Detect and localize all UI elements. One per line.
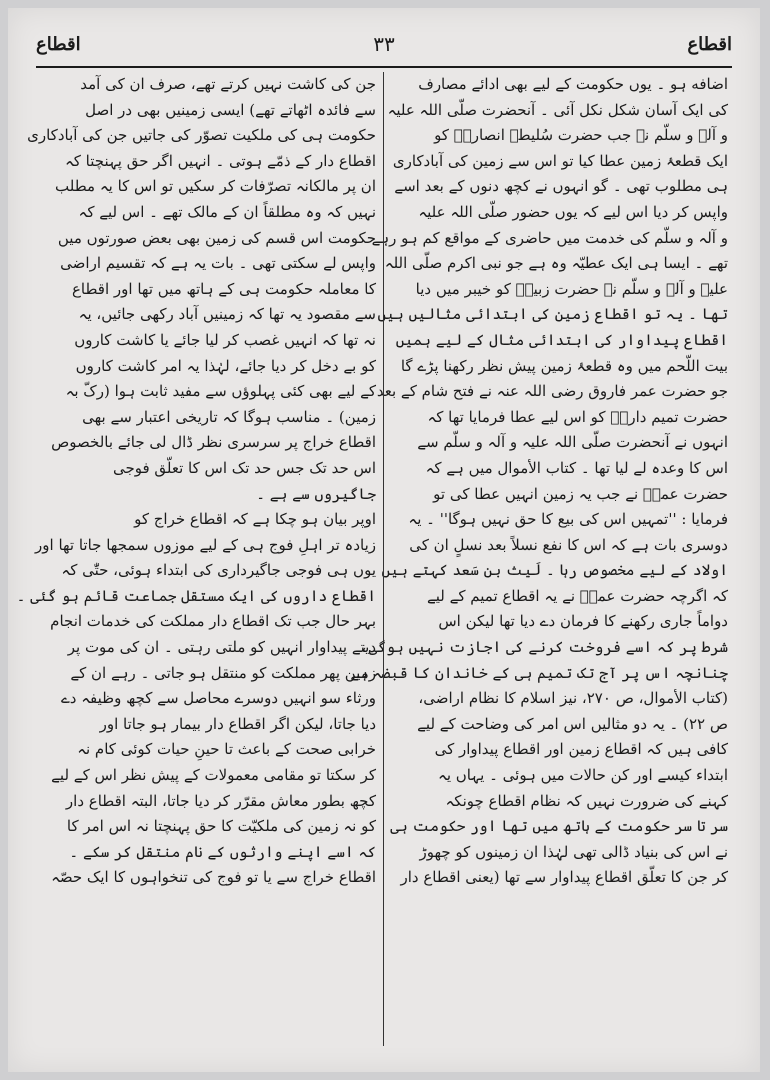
- text-line: زیادہ تر اہلِ فوج ہی کے لیے موزوں سمجھا جاتا تھا اور: [35, 535, 376, 554]
- text-line: زمین) ۔ مناسب ہوگا کہ تاریخی اعتبار سے بھی: [82, 407, 376, 426]
- text-line: کو نہ زمین کی ملکیّت کا حق پہنچتا نہ اس امر کا: [66, 817, 376, 836]
- text-line: کچھ بطور معاش مقرّر کر دیا جاتا، البتہ اقطاع دار: [65, 791, 376, 810]
- text-line: اقطاع پیداوار کی ابتدائی مثال کے لیے ہمیں: [395, 330, 728, 349]
- text-line: کہنے کی ضرورت نہیں کہ نظام اقطاع چونکہ: [445, 791, 728, 810]
- text-line: نہ تھا کہ انہیں غصب کر لیا جائے یا کاشت کاروں: [74, 330, 376, 349]
- text-line: اوپر بیان ہو چکا ہے کہ اقطاع خراج کو: [134, 510, 376, 529]
- text-line: کے لیے بھی کئی پہلوؤں سے مفید ثابت ہوا (رکّ بہ: [65, 382, 376, 401]
- text-line: حکومت ہی کی ملکیت تصوّر کی جاتیں جن کی آبادکاری: [27, 126, 376, 145]
- right-column: [350, 72, 728, 1046]
- text-line: دواماً جاری رکھنے کا فرمان دے دیا تھا لیکن اس: [438, 612, 728, 631]
- text-line: دوسری بات ہے کہ اس کا نفع نسلاً بعد نسلٍ ان کی: [409, 535, 728, 554]
- running-head-left: اقطاع: [36, 34, 81, 55]
- text-line: اولاد کے لیے مخصوص رہا ۔ لَیث بن سَعد کہتے ہیں: [381, 561, 728, 580]
- document-page: [8, 8, 760, 1072]
- text-line: جو حضرت عمر فاروق رضی اللہ عنہ نے فتح شام کے بعد: [376, 382, 728, 401]
- text-line: سر تا سر حکومت کے ہاتھ میں تھا اور حکومت ہی: [390, 817, 728, 836]
- text-line: چنانچہ اس پر آج تک تمیم ہی کے خاندان کا قبضہ ہے: [350, 663, 728, 682]
- text-line: نہیں کہ وہ مطلقاً ان کے مالک تھے ۔ اس لیے کہ: [78, 202, 376, 221]
- text-line: حضرت عمرؓ نے جب یہ زمین انہیں عطا کی تو: [433, 484, 728, 503]
- text-line: جن کی کاشت نہیں کرتے تھے، صرف ان کی آمد: [80, 75, 376, 93]
- text-line: حکومت اس قسم کی زمین بھی بعض صورتوں میں: [57, 228, 376, 247]
- text-line: کہ اگرچہ حضرت عمرؓ نے یہ اقطاع تمیم کے لیے: [426, 586, 728, 605]
- text-line: اقطاع خراج سے یا تو فوج کی تنخواہوں کا ایک حصّہ: [51, 868, 376, 887]
- left-column: [16, 72, 376, 1046]
- text-line: ان پر مالکانہ تصرّفات کر سکیں تو اس کا یہ مطلب: [55, 177, 376, 196]
- text-line: دیا جاتا، لیکن اگر اقطاع دار بیمار ہو جاتا اور: [99, 714, 376, 733]
- text-line: ایک قطعۂ زمین عطا کیا تو اس سے زمین کی آبادکاری: [392, 151, 728, 170]
- text-line: اقطاع دار کے ذمّے ہوتی ۔ انہیں اگر حق پہنچتا کہ: [64, 151, 376, 170]
- text-line: واپس لے سکتی تھی ۔ بات یہ ہے کہ تقسیم اراضی: [60, 254, 376, 273]
- text-line: اضافه ہو ۔ یوں حکومت کے لیے بھی ادائے مصارف: [418, 75, 728, 93]
- running-head-right: اقطاع: [687, 34, 732, 55]
- text-line: ورثاء سو انہیں دوسرے محاصل سے کچھ وظیفہ دے: [61, 689, 376, 708]
- text-line: سے مقصود یہ تھا کہ زمینیں آباد رکھی جائیں، یہ: [78, 305, 376, 324]
- text-line: بیت اللّحم میں وہ قطعۂ زمین پیش نظر رکھنا پڑے گا: [400, 356, 728, 375]
- text-line: فرمایا : ''تمہیں اس کی بیع کا حق نہیں ہوگا'' ۔ یہ: [408, 510, 728, 529]
- text-line: اس حد تک جس حد تک اس کا تعلّق فوجی: [112, 458, 376, 477]
- text-line: اس کا وعدہ لے لیا تھا ۔ کتاب الأموال میں ہے کہ: [425, 458, 728, 477]
- page-number: ٣٣: [373, 32, 395, 56]
- text-line: کہ اسے اپنے وارثوں کے نام منتقل کر سکے ۔: [69, 842, 376, 861]
- text-line: ہی مطلوب تھی ۔ گو انہوں نے کچھ دنوں کے بعد اسے: [394, 177, 728, 196]
- text-line: واپس کر دیا اس لیے کہ یوں حضور صلّی اللہ علیہ: [418, 202, 728, 221]
- text-line: کا معاملہ حکومت ہی کے ہاتھ میں تھا اور اقطاع: [71, 279, 376, 298]
- text-line: دیتے پیداوار انہیں کو ملتی رہتی ۔ ان کی موت پر: [67, 638, 376, 657]
- text-line: کو بے دخل کر دیا جائے، لہٰذا یہ امر کاشت کاروں: [75, 356, 376, 375]
- text-line: کافی ہیں کہ اقطاع زمین اور اقطاع پیداوار کی: [434, 740, 728, 759]
- text-line: (کتاب الأموال، ص ۲۷۰، نیز اسلام کا نظام اراضی،: [418, 689, 728, 708]
- text-line: کی ایک آسان شکل نکل آئی ۔ آنحضرت صلّی اللہ علیہ: [387, 100, 728, 119]
- text-line: انہوں نے آنحضرت صلّی اللہ علیہ و آلہ و سلّم سے: [417, 433, 728, 452]
- text-line: جاگیروں سے ہے ۔: [256, 484, 376, 503]
- text-line: زمین پھر مملکت کو منتقل ہو جاتی ۔ رہے ان کے: [70, 663, 376, 682]
- text-line: کر سکتا تو مقامی معمولات کے پیش نظر اس کے لیے: [51, 766, 376, 785]
- text-line: شرط پر کہ اسے فروخت کرنے کی اجازت نہیں ہوگی،: [359, 638, 728, 657]
- text-line: حضرت تمیم داریؓ کو اس لیے عطا فرمایا تھا کہ: [427, 407, 728, 426]
- text-line: تھے ۔ ایسا ہی ایک عطیّہ وہ ہے جو نبی اکرم صلّی اللہ: [384, 254, 728, 273]
- text-line: بہر حال جب تک اقطاع دار مملکت کی خدمات انجام: [50, 612, 376, 631]
- text-line: اقطاع داروں کی ایک مستقل جماعت قائم ہو گئی ۔: [16, 586, 376, 605]
- text-line: و آلہ و سلّم کی خدمت میں حاضری کے مواقع کم ہو رہے: [371, 228, 728, 247]
- text-line: یوں ہی فوجی جاگیرداری کی ابتداء ہوئی، حتّٰی کہ: [61, 561, 376, 580]
- text-line: و آلہ و سلّم نے جب حضرت سُلیطہ انصاریؓ کو: [434, 126, 728, 145]
- text-columns: [16, 72, 728, 1046]
- header-rule: [36, 66, 732, 68]
- text-line: تھا ۔ یہ تو اقطاع زمین کی ابتدائی مثالیں ہیں ۔: [363, 305, 728, 324]
- column-divider: [383, 72, 384, 1046]
- text-line: اقطاع خراج پر سرسری نظر ڈال لی جائے بالخصوص: [51, 433, 376, 452]
- text-line: علیہ و آلہ و سلّم نے حضرت زبیرؓ کو خیبر میں دیا: [415, 279, 728, 298]
- text-line: خرابی صحت کے باعث تا حینِ حیات کوئی کام نہ: [77, 740, 376, 759]
- text-line: کر جن کا تعلّق اقطاع پیداوار سے تھا (یعنی اقطاع دار: [400, 868, 728, 887]
- text-line: ابتداء کیسے اور کن حالات میں ہوئی ۔ یہاں یہ: [438, 766, 728, 785]
- text-line: سے فائدہ اٹھاتے تھے) ایسی زمینیں بھی در اصل: [85, 100, 376, 119]
- text-line: نے اس کی بنیاد ڈالی تھی لہٰذا ان زمینوں کو چھوڑ: [419, 842, 728, 861]
- text-line: ص ۲۲) ۔ یہ دو مثالیں اس امر کی وضاحت کے لیے: [417, 714, 728, 733]
